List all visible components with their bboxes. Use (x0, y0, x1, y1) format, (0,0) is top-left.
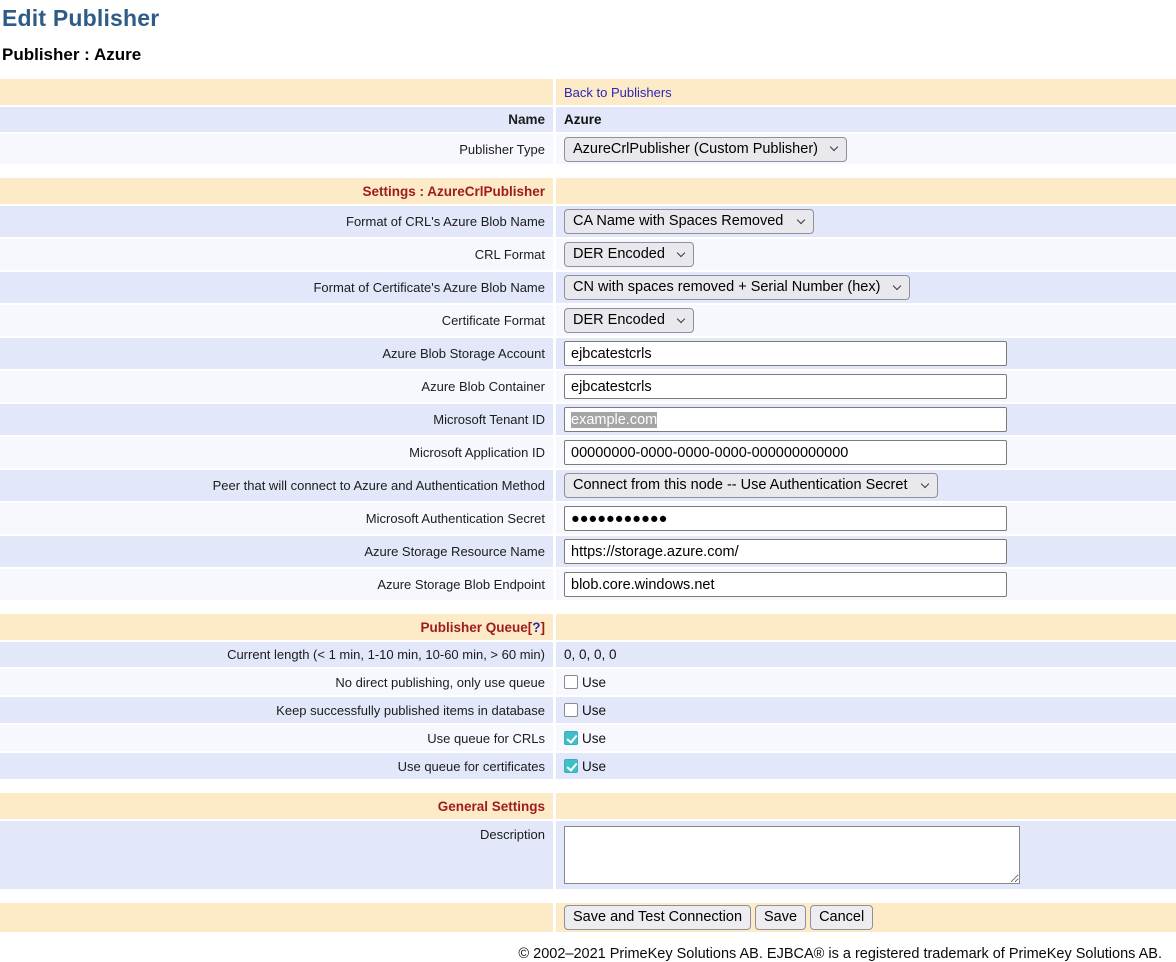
queue-help-link[interactable]: ? (532, 619, 541, 635)
actions-spacer (0, 903, 553, 932)
top-header-cell (556, 79, 1176, 105)
peer-auth-method-label: Peer that will connect to Azure and Authentication Method (0, 470, 553, 501)
back-to-publishers-link[interactable]: Back to Publishers (564, 84, 672, 100)
cert-blob-name-format-label: Format of Certificate's Azure Blob Name (0, 272, 553, 303)
general-settings-title: General Settings (0, 793, 553, 819)
actions-table (0, 903, 1176, 932)
crl-blob-name-format-cell (556, 206, 1176, 237)
storage-account-input[interactable] (564, 341, 1007, 366)
storage-resource-name-cell (556, 536, 1176, 567)
queue-section-title: Publisher Queue (420, 619, 528, 635)
description-cell (556, 821, 1176, 889)
publisher-name-value: Azure (556, 107, 1176, 132)
tenant-id-cell (556, 404, 1176, 435)
description-label: Description (0, 821, 553, 889)
cancel-button[interactable]: Cancel (810, 905, 873, 930)
crl-blob-name-format-label: Format of CRL's Azure Blob Name (0, 206, 553, 237)
use-queue-for-crls-label: Use queue for CRLs (0, 725, 553, 751)
settings-header-spacer (556, 178, 1176, 204)
certificate-format-label: Certificate Format (0, 305, 553, 336)
certificate-format-select[interactable] (564, 308, 694, 333)
copyright-footer: © 2002–2021 PrimeKey Solutions AB. EJBCA® is a registered trademark of PrimeKey Solutions AB. (518, 946, 1162, 962)
top-header-spacer (0, 79, 553, 105)
storage-resource-name-input[interactable] (564, 539, 1007, 564)
queue-header-cell (0, 614, 553, 640)
use-checkbox-label: Use (582, 674, 607, 690)
application-id-label: Microsoft Application ID (0, 437, 553, 468)
use-checkbox-label: Use (582, 758, 607, 774)
storage-blob-endpoint-input[interactable] (564, 572, 1007, 597)
use-checkbox-label: Use (582, 702, 607, 718)
publisher-type-label: Publisher Type (0, 134, 553, 164)
blob-container-input[interactable] (564, 374, 1007, 399)
publisher-subtitle: Publisher : Azure (2, 45, 142, 64)
save-button[interactable]: Save (755, 905, 806, 930)
queue-help-bracket-close: ] (540, 619, 545, 635)
cert-blob-name-format-cell (556, 272, 1176, 303)
settings-table (0, 178, 1176, 600)
blob-container-cell (556, 371, 1176, 402)
actions-cell (556, 903, 1176, 932)
page-title: Edit Publisher (2, 5, 160, 31)
cert-blob-name-format-select[interactable] (564, 275, 910, 300)
publisher-queue-table (0, 614, 1176, 779)
tenant-id-input[interactable] (564, 407, 1007, 432)
authentication-secret-label: Microsoft Authentication Secret (0, 503, 553, 534)
storage-blob-endpoint-label: Azure Storage Blob Endpoint (0, 569, 553, 600)
storage-blob-endpoint-cell (556, 569, 1176, 600)
use-checkbox-label: Use (582, 730, 607, 746)
crl-format-label: CRL Format (0, 239, 553, 270)
application-id-cell (556, 437, 1176, 468)
certificate-format-cell (556, 305, 1176, 336)
storage-resource-name-label: Azure Storage Resource Name (0, 536, 553, 567)
blob-container-label: Azure Blob Container (0, 371, 553, 402)
settings-section-title: Settings : AzureCrlPublisher (0, 178, 553, 204)
use-queue-for-certificates-label: Use queue for certificates (0, 753, 553, 779)
crl-format-select[interactable] (564, 242, 694, 267)
queue-length-label: Current length (< 1 min, 1-10 min, 10-60 min, > 60 min) (0, 642, 553, 667)
queue-length-value: 0, 0, 0, 0 (556, 642, 1176, 667)
no-direct-publishing-label: No direct publishing, only use queue (0, 669, 553, 695)
general-settings-table (0, 793, 1176, 889)
tenant-id-selected-text: example.com (571, 411, 658, 428)
edit-publisher-page (0, 5, 1176, 962)
general-settings-header-spacer (556, 793, 1176, 819)
keep-published-items-label: Keep successfully published items in database (0, 697, 553, 723)
use-queue-for-crls-cell (556, 725, 1176, 751)
publisher-type-select[interactable] (564, 137, 847, 162)
publisher-type-cell (556, 134, 1176, 164)
use-queue-for-certificates-checkbox[interactable] (564, 759, 578, 773)
keep-published-items-cell (556, 697, 1176, 723)
use-queue-for-certificates-cell (556, 753, 1176, 779)
no-direct-publishing-cell (556, 669, 1176, 695)
name-label: Name (0, 107, 553, 132)
storage-account-label: Azure Blob Storage Account (0, 338, 553, 369)
no-direct-publishing-checkbox[interactable] (564, 675, 578, 689)
storage-account-cell (556, 338, 1176, 369)
authentication-secret-cell (556, 503, 1176, 534)
authentication-secret-input[interactable] (564, 506, 1007, 531)
queue-header-spacer (556, 614, 1176, 640)
publisher-info-table (0, 79, 1176, 164)
keep-published-items-checkbox[interactable] (564, 703, 578, 717)
crl-format-cell (556, 239, 1176, 270)
peer-auth-method-cell (556, 470, 1176, 501)
tenant-id-label: Microsoft Tenant ID (0, 404, 553, 435)
use-queue-for-crls-checkbox[interactable] (564, 731, 578, 745)
save-and-test-connection-button[interactable]: Save and Test Connection (564, 905, 751, 930)
queue-help-bracket-open: [ (527, 619, 533, 635)
peer-auth-method-select[interactable] (564, 473, 938, 498)
application-id-input[interactable] (564, 440, 1007, 465)
crl-blob-name-format-select[interactable] (564, 209, 814, 234)
description-textarea[interactable] (564, 826, 1020, 884)
